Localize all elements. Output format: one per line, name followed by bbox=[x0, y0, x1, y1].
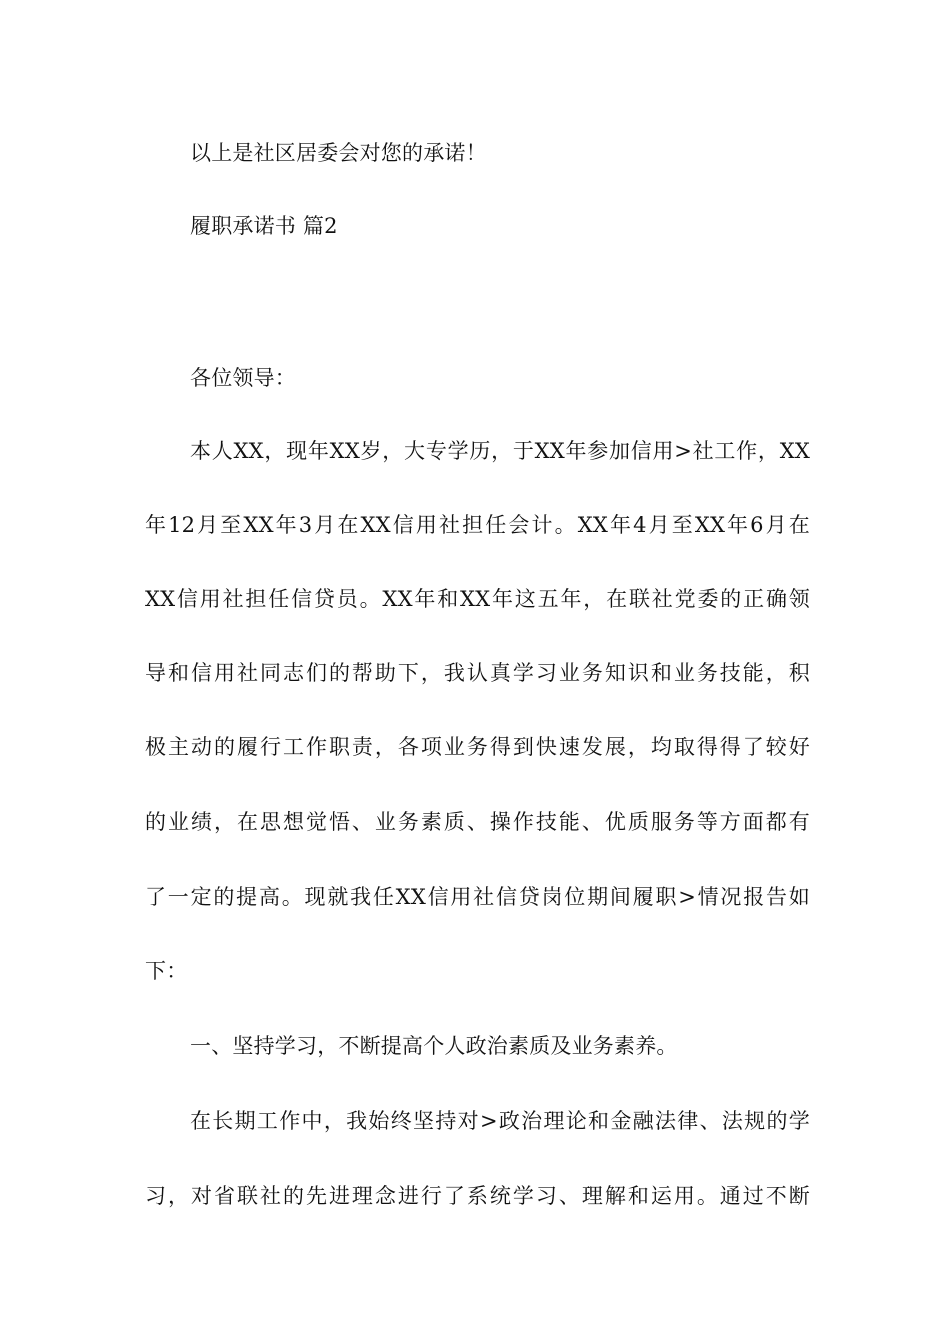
intro-paragraph-line: 导和信用社同志们的帮助下，我认真学习业务知识和业务技能，积 bbox=[145, 661, 810, 685]
section-title: 履职承诺书 篇2 bbox=[190, 214, 338, 238]
intro-paragraph-line: 的业绩，在思想觉悟、业务素质、操作技能、优质服务等方面都有 bbox=[145, 810, 810, 834]
intro-paragraph-line: 极主动的履行工作职责，各项业务得到快速发展，均取得得了较好 bbox=[145, 735, 810, 759]
intro-paragraph-line: XX信用社担任信贷员。XX年和XX年这五年，在联社党委的正确领 bbox=[145, 587, 810, 611]
intro-paragraph-line: 下： bbox=[145, 959, 188, 983]
heading-1: 一、坚持学习，不断提高个人政治素质及业务素养。 bbox=[190, 1034, 678, 1058]
intro-paragraph-line: 本人XX，现年XX岁，大专学历，于XX年参加信用>社工作，XX bbox=[190, 439, 810, 463]
closing-line: 以上是社区居委会对您的承诺！ bbox=[190, 141, 487, 165]
study-paragraph-line: 习，对省联社的先进理念进行了系统学习、理解和运用。通过不断 bbox=[145, 1184, 810, 1208]
salutation: 各位领导： bbox=[190, 366, 296, 390]
study-paragraph-line: 在长期工作中，我始终坚持对>政治理论和金融法律、法规的学 bbox=[190, 1109, 810, 1133]
intro-paragraph-line: 年12月至XX年3月在XX信用社担任会计。XX年4月至XX年6月在 bbox=[145, 513, 810, 537]
intro-paragraph-line: 了一定的提高。现就我任XX信用社信贷岗位期间履职>情况报告如 bbox=[145, 885, 810, 909]
